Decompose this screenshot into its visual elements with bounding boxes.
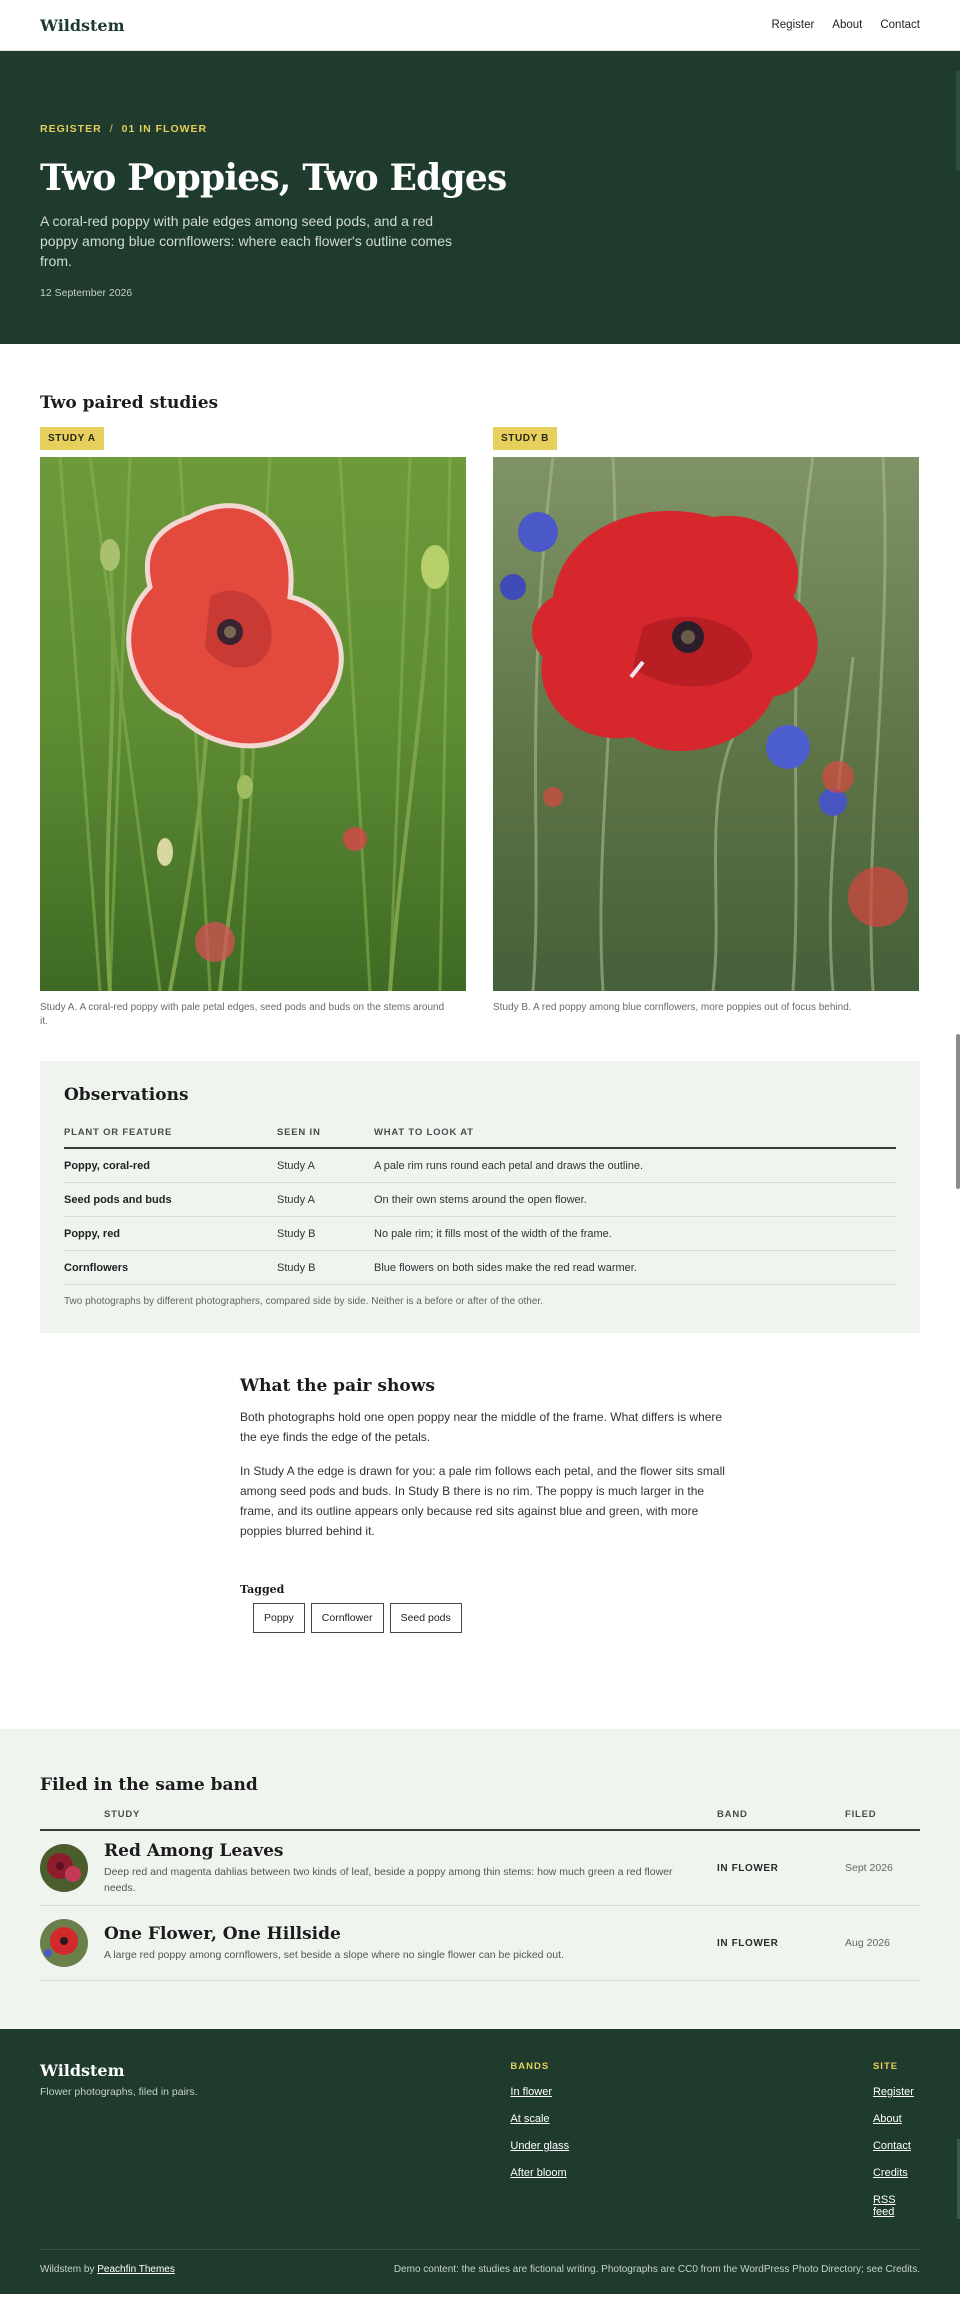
footer-link-rss[interactable]: RSS feed — [872, 2194, 896, 2218]
side-scrollbar[interactable] — [956, 1034, 960, 1189]
table-row — [64, 1148, 896, 1183]
cell-look: On their own stems around the open flower. — [374, 1183, 896, 1217]
nav-register-link[interactable]: Register — [771, 19, 815, 31]
footer-link-after-bloom[interactable]: After bloom — [510, 2167, 567, 2179]
article-body — [240, 1376, 730, 1633]
coral-poppy-image — [40, 457, 466, 991]
related-table — [40, 1809, 920, 1981]
study-a-photo — [40, 457, 466, 991]
related-studies — [0, 1729, 960, 2029]
related-filed: Sept 2026 — [845, 1830, 920, 1906]
col-filed: FILED — [845, 1809, 920, 1830]
footer-link-under-glass[interactable]: Under glass — [510, 2140, 570, 2152]
related-study-cell — [104, 1830, 717, 1906]
related-filed: Aug 2026 — [845, 1906, 920, 1981]
footer-bands — [510, 2061, 873, 2233]
cell-seen: Study B — [277, 1217, 374, 1251]
col-what-to-look-at: WHAT TO LOOK AT — [374, 1127, 896, 1148]
col-thumb — [40, 1809, 104, 1830]
study-b-photo — [493, 457, 919, 991]
footer-logo[interactable]: Wildstem — [40, 2061, 125, 2080]
footer-link-contact[interactable]: Contact — [872, 2140, 911, 2152]
study-a-caption: Study A. A coral-red poppy with pale petal edges, seed pods and buds on the stems around it. — [40, 1002, 445, 1027]
article-paragraph: In Study A the edge is drawn for you: a pale rim follows each petal, and the flower sits small among seed pods and buds. In Study B there is no rim. The poppy is much larger in the frame, and its outline appears only because red sits against blue and green, with more poppies blurred behind it. — [240, 1464, 725, 1538]
cell-seen: Study A — [277, 1148, 374, 1183]
cell-feature: Seed pods and buds — [64, 1183, 277, 1217]
site-logo[interactable]: Wildstem — [40, 15, 125, 35]
scroll-indicator — [956, 71, 960, 171]
tagged-label: Tagged — [240, 1583, 285, 1596]
col-plant-or-feature: PLANT OR FEATURE — [64, 1127, 277, 1148]
cell-feature: Poppy, red — [64, 1217, 277, 1251]
studies-title: Two paired studies — [40, 393, 219, 413]
footer-brand — [40, 2061, 510, 2233]
footer-notice: Demo content: the studies are fictional writing. Photographs are CC0 from the WordPress Photo Directory; see Credits. — [393, 2264, 920, 2275]
tag-cornflower[interactable]: Cornflower — [311, 1603, 384, 1633]
table-row — [64, 1217, 896, 1251]
related-title-link[interactable]: One Flower, One Hillside — [104, 1923, 341, 1944]
col-seen-in: SEEN IN — [277, 1127, 374, 1148]
breadcrumb-separator: / — [109, 123, 114, 135]
study-b — [493, 427, 919, 1029]
hero — [0, 51, 960, 344]
nav-contact-link[interactable]: Contact — [880, 19, 920, 31]
table-row[interactable] — [40, 1830, 920, 1906]
col-study: STUDY — [104, 1809, 717, 1830]
footer-credit-prefix: Wildstem by — [40, 2264, 95, 2275]
tag-seed-pods[interactable]: Seed pods — [390, 1603, 462, 1633]
footer-theme-link[interactable]: Peachfin Themes — [97, 2264, 175, 2275]
breadcrumb — [40, 123, 920, 135]
publish-date: 12 September 2026 — [40, 287, 133, 299]
study-a-badge: STUDY A — [40, 427, 104, 450]
cell-feature: Cornflowers — [64, 1251, 277, 1285]
footer-site — [873, 2061, 920, 2233]
related-desc: Deep red and magenta dahlias between two kinds of leaf, beside a poppy among thin stems: how much green a red flower needs. — [104, 1865, 673, 1894]
study-b-caption: Study B. A red poppy among blue cornflowers, more poppies out of focus behind. — [493, 1002, 852, 1013]
site-footer — [0, 2029, 960, 2294]
related-study-cell — [104, 1906, 717, 1981]
cell-seen: Study B — [277, 1251, 374, 1285]
site-header — [0, 0, 960, 51]
related-band: IN FLOWER — [717, 1830, 845, 1906]
footer-bottom — [40, 2249, 920, 2275]
cell-look: A pale rim runs round each petal and draws the outline. — [374, 1148, 896, 1183]
cell-look: No pale rim; it fills most of the width of the frame. — [374, 1217, 896, 1251]
table-row — [64, 1183, 896, 1217]
study-pair — [40, 427, 920, 1029]
table-row — [64, 1251, 896, 1285]
observations-note: Two photographs by different photographers, compared side by side. Neither is a before or after of the other. — [64, 1296, 543, 1307]
study-b-badge: STUDY B — [493, 427, 557, 450]
table-row[interactable] — [40, 1906, 920, 1981]
cell-seen: Study A — [277, 1183, 374, 1217]
tag-poppy[interactable]: Poppy — [253, 1603, 305, 1633]
breadcrumb-band[interactable]: 01 IN FLOWER — [121, 123, 208, 135]
footer-columns — [40, 2061, 920, 2233]
study-a — [40, 427, 466, 1029]
footer-link-in-flower[interactable]: In flower — [510, 2086, 552, 2098]
related-desc: A large red poppy among cornflowers, set beside a slope where no single flower can be picked out. — [104, 1948, 564, 1961]
dahlia-thumbnail-image — [40, 1844, 88, 1892]
related-title: Filed in the same band — [40, 1775, 258, 1795]
footer-link-credits[interactable]: Credits — [872, 2167, 908, 2179]
page-title: Two Poppies, Two Edges — [40, 157, 507, 199]
thumbnail-cell — [40, 1830, 104, 1906]
related-title-link[interactable]: Red Among Leaves — [104, 1840, 284, 1861]
paired-studies — [0, 344, 960, 1029]
col-band: BAND — [717, 1809, 845, 1830]
footer-link-about[interactable]: About — [872, 2113, 902, 2125]
article-paragraph: Both photographs hold one open poppy near the middle of the frame. What differs is where the eye finds the edge of the petals. — [240, 1410, 723, 1444]
footer-link-at-scale[interactable]: At scale — [510, 2113, 550, 2125]
tags — [253, 1603, 730, 1633]
cell-look: Blue flowers on both sides make the red read warmer. — [374, 1251, 896, 1285]
cell-feature: Poppy, coral-red — [64, 1148, 277, 1183]
red-poppy-image — [493, 457, 919, 991]
related-band: IN FLOWER — [717, 1906, 845, 1981]
tag-list — [240, 1583, 730, 1633]
footer-credit — [40, 2264, 175, 2275]
footer-link-register[interactable]: Register — [872, 2086, 914, 2098]
article-title: What the pair shows — [240, 1376, 435, 1396]
hillside-thumbnail-image — [40, 1919, 88, 1967]
dahlia-thumbnail[interactable] — [40, 1844, 88, 1892]
observations-table — [64, 1127, 896, 1285]
footer-bands-title: BANDS — [510, 2061, 550, 2072]
footer-tagline: Flower photographs, filed in pairs. — [40, 2086, 198, 2098]
observations-title: Observations — [64, 1085, 189, 1105]
top-nav — [771, 19, 920, 31]
thumbnail-cell — [40, 1906, 104, 1981]
observations — [40, 1061, 920, 1333]
nav-about-link[interactable]: About — [832, 19, 863, 31]
hillside-thumbnail[interactable] — [40, 1919, 88, 1967]
breadcrumb-register[interactable]: REGISTER — [40, 123, 102, 135]
footer-site-title: SITE — [872, 2061, 899, 2072]
page-dek: A coral-red poppy with pale edges among seed pods, and a red poppy among blue cornflowers: where each flower's outline comes from. — [40, 213, 453, 269]
